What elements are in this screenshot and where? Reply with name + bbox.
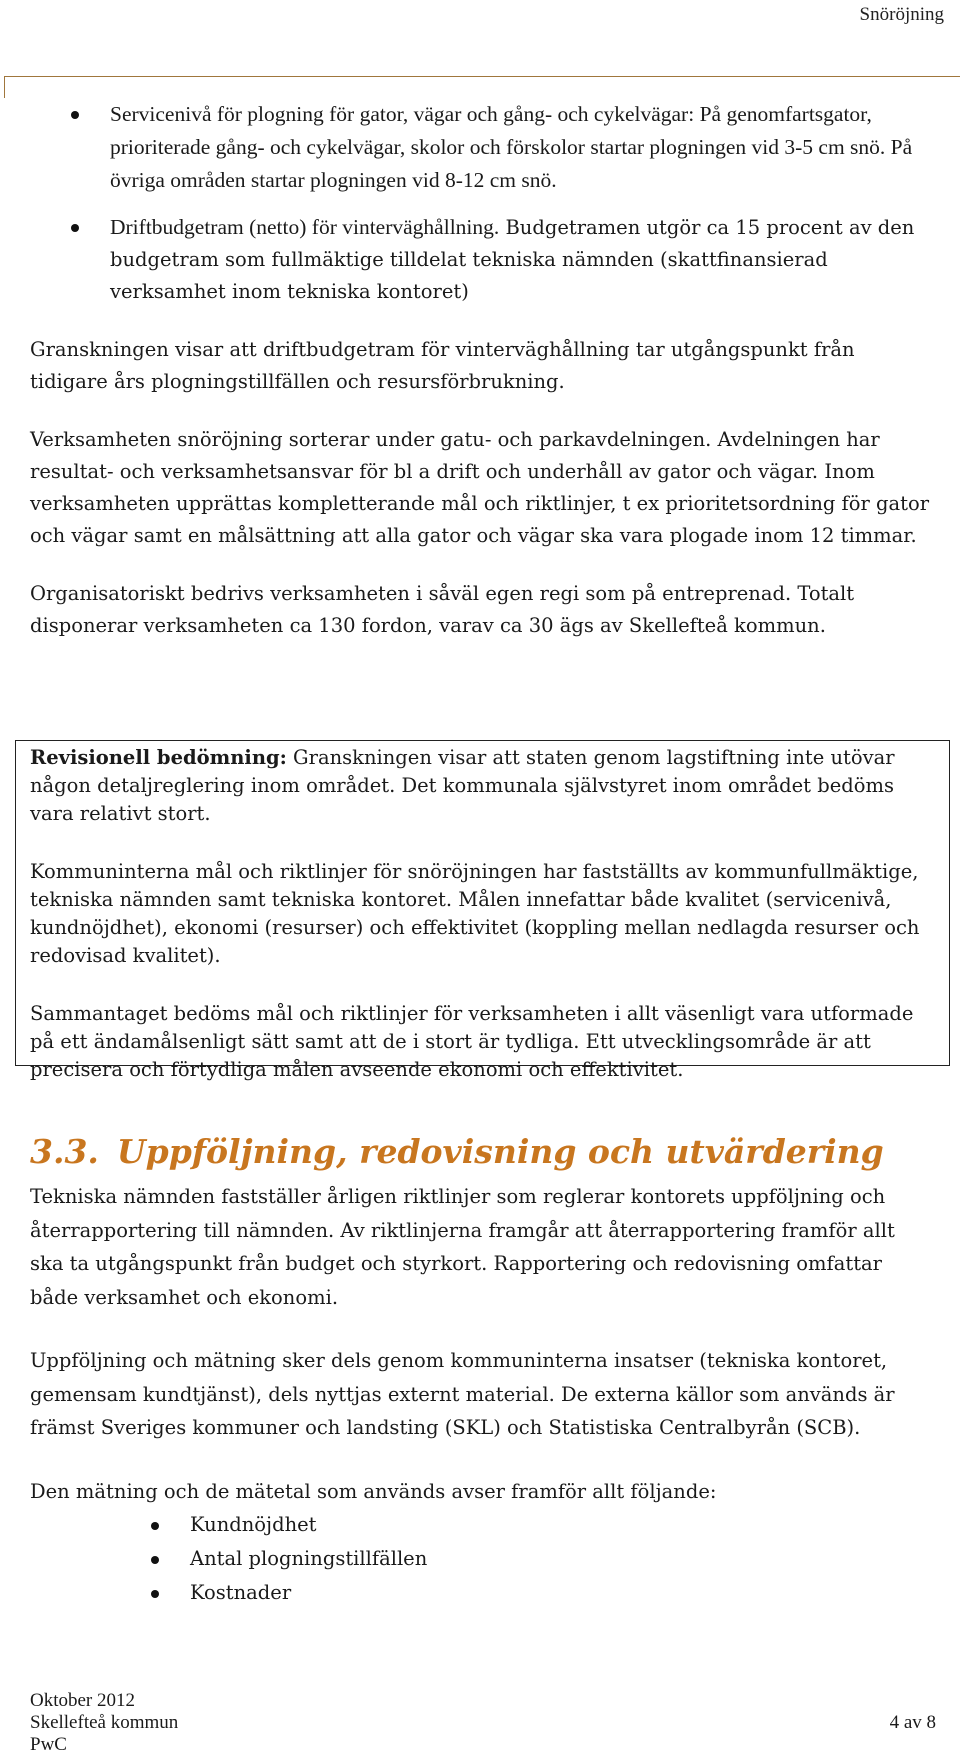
- section-title: Uppföljning, redovisning och utvärdering: [116, 1132, 884, 1171]
- footer-date: Oktober 2012: [30, 1690, 136, 1711]
- list-item: Antal plogningstillfällen: [30, 1542, 930, 1576]
- list-item: Kostnader: [30, 1576, 930, 1610]
- paragraph: Granskningen visar att driftbudgetram för vinterväghållning tar utgångspunkt från tidigare års plogningstillfällen och resursförbrukning.: [30, 338, 855, 393]
- section-body: [30, 1180, 930, 1610]
- criteria-list: [30, 98, 930, 308]
- list-item: Kundnöjdhet: [30, 1508, 930, 1542]
- footer-organization: Skellefteå kommun: [30, 1712, 179, 1733]
- bullet-text-rest: Budgetramen utgör ca 15 procent av den budgetram som fullmäktige tilldelat tekniska nämnden (skattfinansierad verksamhet inom tekniska kontoret): [110, 216, 915, 303]
- paragraph: Organisatoriskt bedrivs verksamheten i såväl egen regi som på entreprenad. Totalt disponerar verksamheten ca 130 fordon, varav ca 30 ägs av Skellefteå kommun.: [30, 582, 855, 637]
- bullet-text: Driftbudgetram (netto) för vinterväghållning.: [110, 215, 500, 239]
- footer-firm: PwC: [30, 1734, 67, 1755]
- list-item: [30, 98, 930, 197]
- header-rule-tick: [4, 76, 5, 98]
- paragraph: Verksamheten snöröjning sorterar under gatu- och parkavdelningen. Avdelningen har resultat- och verksamhetsansvar för bl a drift och underhåll av gator och vägar. Inom verksamheten upprättas kompletterande mål och riktlinjer, t ex prioritetsordning för gator och vägar samt en målsättning att alla gator och vägar ska vara plogade inom 12 timmar.: [30, 428, 930, 547]
- page-footer: [30, 1690, 936, 1756]
- revision-intro-text: Granskningen visar att staten genom lagstiftning inte utövar någon detaljreglering inom området. Det kommunala självstyret inom området bedöms vara relativt stort.: [30, 746, 895, 825]
- bullet-text: Servicenivå för plogning för gator, vägar och gång- och cykelvägar: På genomfartsgator, prioriterade gång- och cykelvägar, skolor och förskolor startar plogningen vid 3-5 cm snö. På övriga områden startar plogningen vid 8-12 cm snö.: [110, 102, 913, 192]
- page-number: 4 av 8: [889, 1712, 936, 1733]
- paragraph: Sammantaget bedöms mål och riktlinjer för verksamheten i allt väsenligt vara utformade på ett ändamålsenligt sätt samt att de i stort är tydliga. Ett utvecklingsområde är att precisera och förtydliga målen avseende ekonomi och effektivitet.: [30, 1002, 914, 1081]
- revision-intro: [30, 744, 930, 828]
- list-item: [30, 211, 930, 308]
- measures-list: [30, 1508, 930, 1610]
- main-content: [30, 98, 930, 642]
- paragraph: Kommuninterna mål och riktlinjer för snöröjningen har fastställts av kommunfullmäktige, tekniska nämnden samt tekniska kontoret. Målen innefattar både kvalitet (servicenivå, kundnöjdhet), ekonomi (resurser) och effektivitet (koppling mellan nedlagda resurser och redovisad kvalitet).: [30, 860, 920, 967]
- header-rule: [4, 76, 960, 77]
- paragraph: Uppföljning och mätning sker dels genom kommuninterna insatser (tekniska kontoret, gemensam kundtjänst), dels nyttjas externt material. De externa källor som används är främst Sveriges kommuner och landsting (SKL) och Statistiska Centralbyrån (SCB).: [30, 1349, 895, 1439]
- section-number: 3.3.: [30, 1132, 99, 1171]
- revision-label: Revisionell bedömning:: [30, 746, 287, 769]
- revision-assessment: [30, 744, 930, 1084]
- section-heading: [30, 1130, 930, 1174]
- paragraph: Den mätning och de mätetal som används avser framför allt följande:: [30, 1479, 717, 1503]
- running-header: Snöröjning: [859, 4, 944, 25]
- paragraph: Tekniska nämnden fastställer årligen riktlinjer som reglerar kontorets uppföljning och återrapportering till nämnden. Av riktlinjerna framgår att återrapportering framför allt ska ta utgångspunkt från budget och styrkort. Rapportering och redovisning omfattar både verksamhet och ekonomi.: [30, 1185, 895, 1309]
